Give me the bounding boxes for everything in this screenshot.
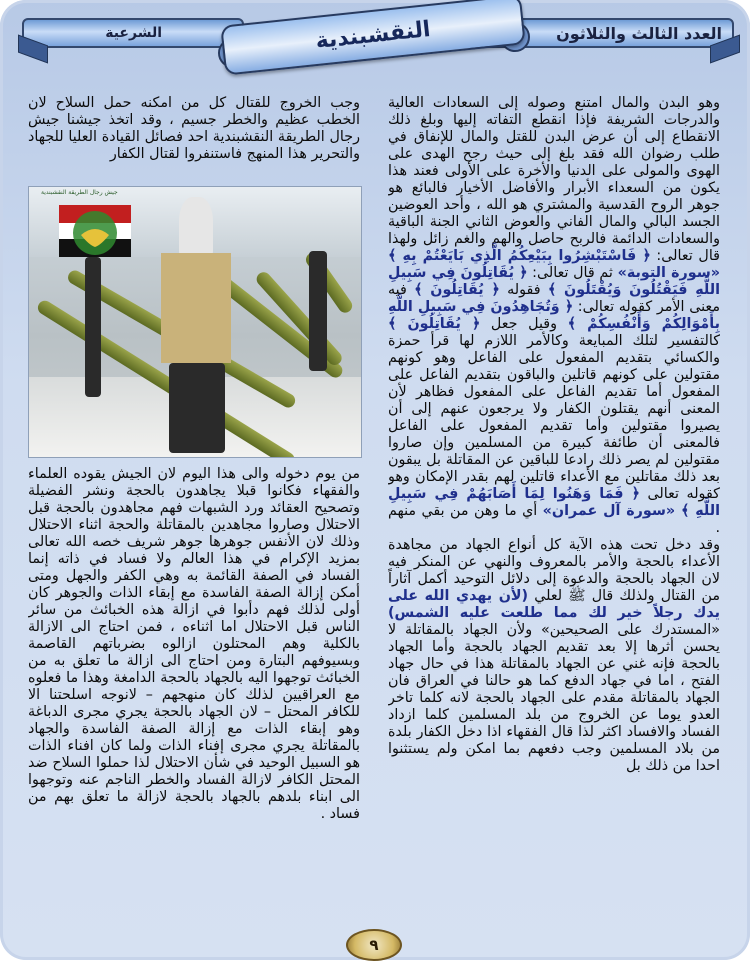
quran-quote: ﴿ يُقَاتِلُونَ فِي سَبِيلِ اللَّهِ فَيَقْتُلُونَ وَيُقْتَلُونَ ﴾ xyxy=(388,265,720,298)
emblem-caption: جيش رجال الطريقة النقشبندية xyxy=(41,189,118,196)
article-title: النقشبندية xyxy=(314,16,432,54)
body-text: وقيل جعل xyxy=(490,316,557,332)
body-text: فيه معنى الأمر كقوله تعالى: xyxy=(388,282,720,315)
flag-emblem-icon xyxy=(51,195,139,267)
body-text: وهو البدن والمال امتنع وصوله إلى السعادات العالية والدرجات الشريفة فإذا انقطع التفاته إليها وبلغ ذلك الانقطاع إلى أن عرض البدن للقتل والمال للإنفاق في طلب رضوان الله فقد بلغ إلى حيث رجح الهدى على الهوى والمولى على الدنيا والأخرة على الأولى فعند هذا يكون من السعداء الأبرار والأفاضل الأخيار فالبائع هو جوهر الروح القدسية والمشتري هو الله ، وأحد العوضين الجسد البالي والمال الفاني والعوض الثاني الجنة الباقية والسعادات الدائمة فالربح حاصل والهم والغم زائل ولهذا قال تعالى: xyxy=(388,95,720,264)
right-text-column xyxy=(388,95,720,927)
body-text: ثم قال تعالى: xyxy=(532,265,613,281)
issue-label: العدد الثالث والثلاثون xyxy=(556,23,722,43)
hadith-quote: (لأن يهدي الله على يدك رجلاً خير لك مما طلعت عليه الشمس) xyxy=(388,588,720,621)
article-photo xyxy=(28,186,362,458)
body-text: أي ما وهن من بقي منهم . xyxy=(388,503,720,536)
quran-quote: ﴿ يُقَاتِلُونَ ﴾ xyxy=(414,282,500,298)
body-text: وجب الخروج للقتال كل من امكنه حمل السلاح لان الخطب عظيم والخطر جسيم ، وقد اتخذ جيشنا جيش رجال الطريقة النقشبندية احد فصائل القيادة العليا للجهاد والتحرير هذا المنهج فاستنفروا لقتال الكفار xyxy=(28,95,360,162)
section-label: الشرعية xyxy=(105,25,162,41)
quran-quote: ﴿ فَاسْتَبْشِرُوا بِبَيْعِكُمُ الَّذِي بَايَعْتُمْ بِهِ ﴾ «سورة التوبة» xyxy=(388,248,720,281)
fighter-background xyxy=(309,251,327,371)
body-text: «المستدرك على الصحيحين» ولأن الجهاد بالمقاتلة لا يحسن أثرها إلا بعد تقديم الجهاد بالحجة وأما الجهاد بالحجة فإنه غني عن الجهاد بالمقاتلة هذا في حال جهاد الفتح ، اما في جهاد الدفع كما هو حالنا في العراق فان الجهاد بالمقاتلة مقدم على الجهاد بالحجة لانه كلما تاخر العدو يوما عن الخروج من بلد المسلمين كلما ازداد الفساد والافساد اكثر لذا قال الفقهاء اذا دخل الكفار بلدة من بلاد المسلمين وجب دفعهم بما امكن ولم يستثنوا احدا من ذلك بل xyxy=(388,622,720,774)
body-text: كالتفسير لتلك المبايعة وكالأمر اللازم لها قرأ حمزة والكسائي بتقديم المفعول على الفاعل وهو كونهم مقتولين على كونهم قاتلين والباقون بتقديم الفاعل على المفعول أما تقديم الفاعل على المفعول فظاهر لأن المعنى أنهم يقتلون الكفار ولا يرجعون عنهم إلى أن يصيروا مقتولين وأما تقديم المفعول على الفاعل فالمعنى أن طائفة كبيرة من المسلمين وإن صاروا مقتولين لم يصر ذلك رادعا للباقين عن المقاتلة بل يبقون بعد ذلك مقاتلين مع الأعداء قاتلين لهم بقدر الإمكان وهو كقوله تعالى xyxy=(388,333,720,502)
title-ribbon xyxy=(220,0,526,76)
quran-quote: ﴿ وَتُجَاهِدُونَ فِي سَبِيلِ اللَّهِ بِأَمْوَالِكُمْ وَأَنْفُسِكُمْ ﴾ xyxy=(388,299,720,332)
body-text: من يوم دخوله والى هذا اليوم لان الجيش يقوده العلماء والفقهاء فكانوا قبلا يجاهدون بالحجة ونشر الفضيلة وتصحيح العقائد ورد الشبهات فهم مجاهدون بالحجة قبل الاحتلال وصاروا مجاهدين بالمقاتلة والحجة اثناء الاحتلال وذلك لان الأنفس جوهرها جوهر شريف خصه الله تعالى بمزيد الإكرام في هذا العالم ولا فساد في ذاته إنما الفساد في الصفة القائمة به وهي الكفر والجهل ومتى أمكن إزالة الصفة الفاسدة مع إبقاء الذات والجوهر كان أولى لذلك فهم دأبوا في ازالة هذه الخبائث من سائر الناس قبل الاحتلال اما اثناءه ، فمن احتاج الى الازالة بالكلية وهم المحتلون ازالوه بضرباتهم القاصمة وبسيوفهم البتارة ومن احتاج الى ازالة ما تعلق به من الخبائث توجهوا اليه بالجهاد بالحجة الدامغة وهذا ما فعلوه مع العراقيين لذلك كان منهجهم – لانوجه اسلحتنا الا للكافر المحتل – لان الجهاد بالحجة يجري مجرى الدباغة وهو إبقاء الذات مع إزالة الصفة الفاسدة والجهاد بالمقاتلة يجري مجرى إفناء الذات ولما كان افناء الذات هو السبيل الوحيد في شأن الاحتلال لذا حملوا السلاح ضد المحتل الكافر لازالة الفساد والخطر الناجم عنه وتوجهوا الى ابناء بلدهم بالجهاد بالحجة لازالة ما تعلق بهم من فساد . xyxy=(28,466,360,822)
page-number-badge xyxy=(346,929,402,961)
left-text-column-top xyxy=(28,95,360,183)
fighter-background xyxy=(85,257,101,397)
fighter-body xyxy=(161,253,231,363)
quran-quote: ﴿ فَمَا وَهَنُوا لِمَا أَصَابَهُمْ فِي سَبِيلِ اللَّهِ ﴾ «سورة آل عمران» xyxy=(388,486,720,519)
page-number: ٩ xyxy=(369,936,379,954)
quran-quote: ﴿ يُقَاتِلُونَ ﴾ xyxy=(388,316,481,332)
section-banner xyxy=(22,18,244,48)
fighter-head xyxy=(179,197,213,257)
body-text: فقوله xyxy=(507,282,541,298)
fighter-legs xyxy=(169,363,225,453)
body-text: وقد دخل تحت هذه الآية كل أنواع الجهاد من مجاهدة الأعداء بالحجة والأمر بالمعروف والنهي عن المنكر فيه لان الجهاد بالحجة والدعوة إلى دلائل التوحيد أكمل آثاراً من القتال ولذلك قال ﷺ لعلي xyxy=(388,537,720,604)
left-text-column-bottom xyxy=(28,466,360,926)
